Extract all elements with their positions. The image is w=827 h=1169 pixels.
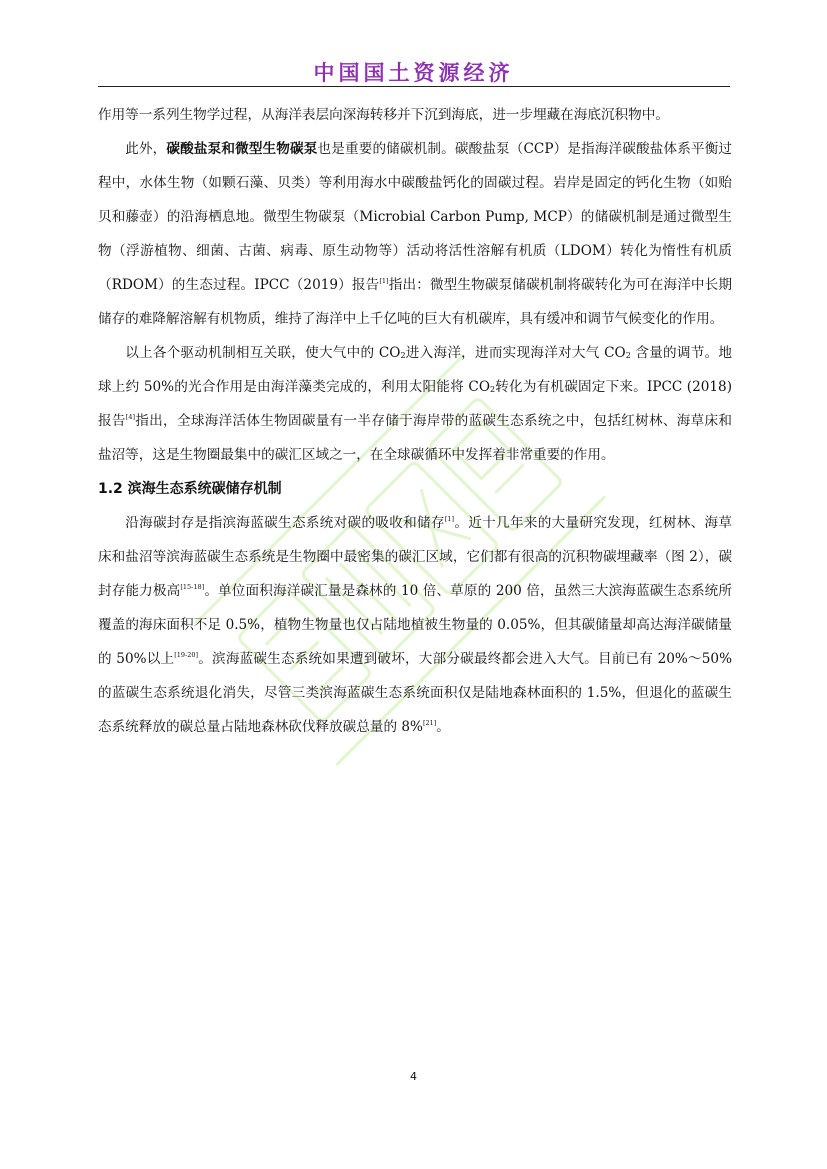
paragraph-2	[98, 132, 732, 336]
article-body	[98, 98, 732, 744]
paragraph-3	[98, 336, 732, 472]
header-divider	[98, 86, 730, 87]
text-span: 指出：微型生物碳泵储碳机制将碳转化为可在海洋中长期储存的难降解溶解有机物质，维持了海洋中上千亿吨的巨大有机碳库，具有缓冲和调节气候变化的作用。	[98, 277, 732, 327]
bold-term: 碳酸盐泵和微型生物碳泵	[166, 141, 318, 157]
text-span: 进入海洋，进而实现海洋对大气 CO	[405, 345, 626, 361]
subscript: 2	[400, 351, 406, 360]
text-span: 以上各个驱动机制相互关联，使大气中的 CO	[125, 345, 401, 361]
citation-ref: [15-18]	[180, 583, 205, 591]
paragraph-1: 作用等一系列生物学过程，从海洋表层向深海转移并下沉到海底，进一步埋藏在海底沉积物中。	[98, 107, 669, 123]
subscript: 2	[625, 351, 631, 360]
text-span: 指出，全球海洋活体生物固碳量有一半存储于海岸带的蓝碳生态系统之中，包括红树林、海草床和盐沼等，这是生物圈最集中的碳汇区域之一，在全球碳循环中发挥着非常重要的作用。	[98, 413, 733, 463]
citation-ref: [4]	[125, 413, 135, 421]
citation-ref: [1]	[444, 515, 455, 523]
journal-title: 中国国土资源经济	[313, 61, 514, 85]
text-span: 沿海碳封存是指滨海蓝碳生态系统对碳的吸收和储存	[125, 515, 445, 531]
citation-ref: [1]	[379, 277, 389, 285]
text-span: 。	[436, 719, 450, 735]
text-span: 含量的调节。地球上约 50%的光合作用是由海洋藻类完成的，利用太阳能将 CO	[98, 345, 732, 395]
text-span: 此外，	[125, 141, 167, 157]
citation-ref: [19-20]	[174, 651, 199, 659]
text-span: 。近十几年来的大量研究发现，红树林、海草床和盐沼等滨海蓝碳生态系统是生物圈中最密集的碳汇区域，它们都有很高的沉积物碳埋藏率（图 2），碳封存能力极高	[98, 515, 733, 599]
citation-ref: [21]	[422, 719, 437, 727]
section-heading: 1.2 滨海生态系统碳储存机制	[98, 481, 282, 497]
paragraph-4	[98, 506, 732, 744]
subscript: 2	[489, 385, 496, 394]
page-number: 4	[410, 1070, 417, 1083]
text-span: 也是重要的储碳机制。碳酸盐泵（CCP）是指海洋碳酸盐体系平衡过程中，水体生物（如颗石藻、贝类）等利用海水中碳酸盐钙化的固碳过程。岩岸是固定的钙化生物（如贻贝和藤壶）的沿海栖息地。微型生物碳泵（Microbial Carbon Pump, MCP）的储碳机制是通过微型生物（浮游植物、细菌、古菌、病毒、原生动物等）活动将活性溶解有机质（LDOM）转化为惰性有机质（RDOM）的生态过程。IPCC（2019）报告	[98, 141, 733, 293]
text-span: 。单位面积海洋碳汇量是森林的 10 倍、草原的 200 倍，虽然三大滨海蓝碳生态系统所覆盖的海床面积不足 0.5%，植物生物量也仅占陆地植被生物量的 0.05%，但其碳储量却高达海洋碳储量的 50%以上	[98, 583, 733, 667]
text-span: 转化为有机碳固定下来。IPCC (2018)报告	[98, 379, 732, 429]
text-span: 。滨海蓝碳生态系统如果遭到破坏，大部分碳最终都会进入大气。目前已有 20%～50%的蓝碳生态系统退化消失，尽管三类滨海蓝碳生态系统面积仅是陆地森林面积的 1.5%，但退化的蓝碳生态系统释放的碳总量占陆地森林砍伐释放碳总量的 8%	[98, 651, 732, 735]
